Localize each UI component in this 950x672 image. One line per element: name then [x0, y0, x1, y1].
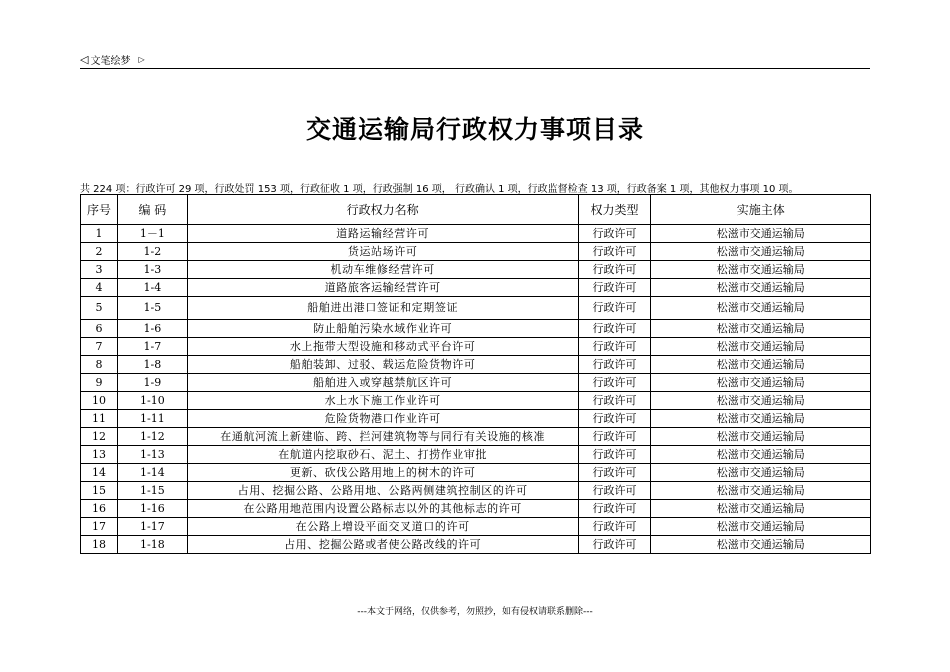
cell-type: 行政许可 [578, 518, 651, 536]
cell-code: 1-8 [117, 356, 187, 374]
cell-type: 行政许可 [578, 338, 651, 356]
cell-type: 行政许可 [578, 428, 651, 446]
cell-no: 13 [81, 446, 118, 464]
cell-name: 在公路用地范围内设置公路标志以外的其他标志的许可 [187, 500, 578, 518]
cell-name: 在航道内挖取砂石、泥土、打捞作业审批 [187, 446, 578, 464]
cell-agency: 松滋市交通运输局 [651, 261, 871, 279]
cell-no: 7 [81, 338, 118, 356]
cell-type: 行政许可 [578, 410, 651, 428]
brand-label: 文笔绘梦 [90, 56, 131, 67]
cell-type: 行政许可 [578, 536, 651, 554]
cell-no: 16 [81, 500, 118, 518]
cell-code: 1-15 [117, 482, 187, 500]
cell-name: 在公路上增设平面交叉道口的许可 [187, 518, 578, 536]
cell-agency: 松滋市交通运输局 [651, 536, 871, 554]
table-row [81, 374, 871, 392]
column-header-name: 行政权力名称 [187, 195, 578, 225]
cell-name: 水上水下施工作业许可 [187, 392, 578, 410]
cell-type: 行政许可 [578, 464, 651, 482]
cell-no: 4 [81, 279, 118, 297]
cell-name: 机动车维修经营许可 [187, 261, 578, 279]
cell-agency: 松滋市交通运输局 [651, 428, 871, 446]
cell-agency: 松滋市交通运输局 [651, 243, 871, 261]
cell-code: 1-5 [117, 297, 187, 320]
cell-no: 18 [81, 536, 118, 554]
column-header-code: 编 码 [117, 195, 187, 225]
cell-name: 道路运输经营许可 [187, 225, 578, 243]
cell-type: 行政许可 [578, 320, 651, 338]
cell-no: 9 [81, 374, 118, 392]
cell-agency: 松滋市交通运输局 [651, 410, 871, 428]
cell-name: 水上拖带大型设施和移动式平台许可 [187, 338, 578, 356]
cell-name: 道路旅客运输经营许可 [187, 279, 578, 297]
table-row [81, 428, 871, 446]
cell-no: 1 [81, 225, 118, 243]
cell-code: 1-11 [117, 410, 187, 428]
cell-agency: 松滋市交通运输局 [651, 518, 871, 536]
cell-no: 6 [81, 320, 118, 338]
cell-name: 船舶进入或穿越禁航区许可 [187, 374, 578, 392]
cell-code: 1-3 [117, 261, 187, 279]
table-row [81, 356, 871, 374]
table-row [81, 446, 871, 464]
cell-no: 3 [81, 261, 118, 279]
cell-code: 1-16 [117, 500, 187, 518]
column-header-no: 序号 [81, 195, 118, 225]
cell-agency: 松滋市交通运输局 [651, 320, 871, 338]
cell-type: 行政许可 [578, 261, 651, 279]
cell-agency: 松滋市交通运输局 [651, 338, 871, 356]
cell-code: 1-7 [117, 338, 187, 356]
table-row [81, 410, 871, 428]
document-title: 交通运输局行政权力事项目录 [305, 115, 644, 144]
catalog-table [80, 194, 871, 554]
cell-code: 1-12 [117, 428, 187, 446]
table-header-row [81, 195, 871, 225]
cell-agency: 松滋市交通运输局 [651, 482, 871, 500]
table-row [81, 225, 871, 243]
table-row [81, 261, 871, 279]
cell-code: 1-10 [117, 392, 187, 410]
cell-type: 行政许可 [578, 500, 651, 518]
table-row [81, 482, 871, 500]
cell-code: 1-2 [117, 243, 187, 261]
cell-agency: 松滋市交通运输局 [651, 392, 871, 410]
right-triangle-icon: ▷ [138, 55, 145, 64]
cell-name: 危险货物港口作业许可 [187, 410, 578, 428]
cell-agency: 松滋市交通运输局 [651, 225, 871, 243]
cell-name: 船舶进出港口签证和定期签证 [187, 297, 578, 320]
cell-no: 15 [81, 482, 118, 500]
cell-agency: 松滋市交通运输局 [651, 500, 871, 518]
page-header [80, 48, 870, 69]
cell-type: 行政许可 [578, 446, 651, 464]
cell-agency: 松滋市交通运输局 [651, 464, 871, 482]
cell-code: 1-6 [117, 320, 187, 338]
table-row [81, 500, 871, 518]
cell-code: 1-9 [117, 374, 187, 392]
cell-no: 5 [81, 297, 118, 320]
cell-type: 行政许可 [578, 279, 651, 297]
table-row [81, 392, 871, 410]
cell-name: 占用、挖掘公路或者使公路改线的许可 [187, 536, 578, 554]
table-row [81, 338, 871, 356]
table-row [81, 320, 871, 338]
cell-name: 在通航河流上新建临、跨、拦河建筑物等与同行有关设施的核准 [187, 428, 578, 446]
footer-disclaimer: ---本文于网络，仅供参考，勿照抄，如有侵权请联系删除--- [357, 607, 593, 617]
table-row [81, 518, 871, 536]
cell-code: 1-4 [117, 279, 187, 297]
column-header-agency: 实施主体 [651, 195, 871, 225]
cell-type: 行政许可 [578, 297, 651, 320]
cell-code: 1-14 [117, 464, 187, 482]
column-header-type: 权力类型 [578, 195, 651, 225]
table-row [81, 464, 871, 482]
cell-name: 防止船舶污染水域作业许可 [187, 320, 578, 338]
summary-line: 共 224 项：行政许可 29 项，行政处罚 153 项，行政征收 1 项，行政强制 16 项， 行政确认 1 项，行政监督检查 13 项，行政备案 1 项，其他权力事项 10 项。 [80, 184, 799, 195]
cell-name: 货运站场许可 [187, 243, 578, 261]
cell-name: 占用、挖掘公路、公路用地、公路两侧建筑控制区的许可 [187, 482, 578, 500]
cell-code: 1-17 [117, 518, 187, 536]
cell-no: 14 [81, 464, 118, 482]
cell-type: 行政许可 [578, 374, 651, 392]
brand [80, 52, 145, 67]
cell-type: 行政许可 [578, 482, 651, 500]
cell-type: 行政许可 [578, 356, 651, 374]
cell-agency: 松滋市交通运输局 [651, 297, 871, 320]
cell-agency: 松滋市交通运输局 [651, 279, 871, 297]
left-triangle-icon: ◁ [80, 53, 89, 66]
cell-code: 1-13 [117, 446, 187, 464]
table-row [81, 243, 871, 261]
table-row [81, 536, 871, 554]
cell-name: 更新、砍伐公路用地上的树木的许可 [187, 464, 578, 482]
cell-type: 行政许可 [578, 243, 651, 261]
cell-no: 2 [81, 243, 118, 261]
cell-name: 船舶装卸、过驳、载运危险货物许可 [187, 356, 578, 374]
cell-code: 1－1 [117, 225, 187, 243]
table-row [81, 297, 871, 320]
cell-no: 8 [81, 356, 118, 374]
cell-no: 12 [81, 428, 118, 446]
cell-no: 11 [81, 410, 118, 428]
cell-no: 10 [81, 392, 118, 410]
cell-agency: 松滋市交通运输局 [651, 374, 871, 392]
cell-code: 1-18 [117, 536, 187, 554]
cell-agency: 松滋市交通运输局 [651, 446, 871, 464]
cell-type: 行政许可 [578, 392, 651, 410]
cell-agency: 松滋市交通运输局 [651, 356, 871, 374]
cell-type: 行政许可 [578, 225, 651, 243]
cell-no: 17 [81, 518, 118, 536]
table-row [81, 279, 871, 297]
